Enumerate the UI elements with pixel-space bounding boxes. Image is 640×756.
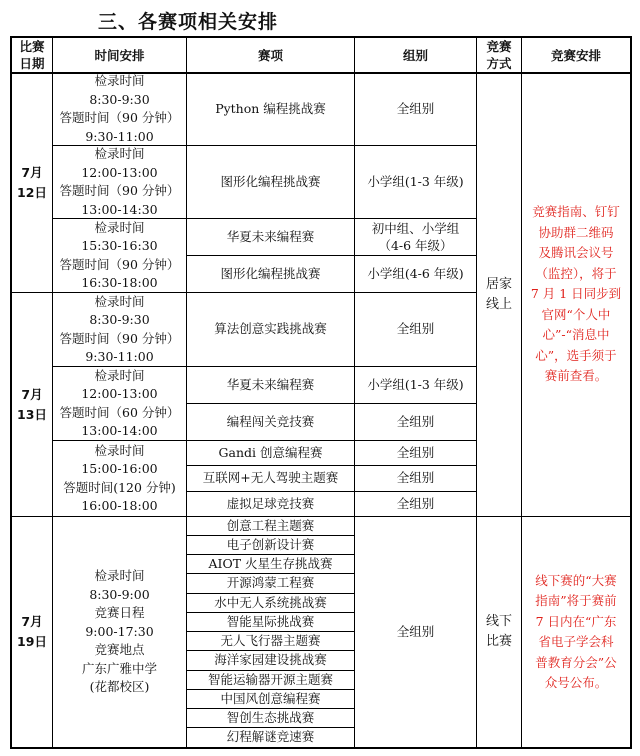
event-name: 电子创新设计赛 (226, 536, 315, 552)
time-slot (53, 146, 186, 218)
header-arrangement: 竞赛安排 (550, 47, 601, 63)
header-mode (477, 38, 521, 72)
time-line: 9:30-11:00 (85, 128, 154, 144)
time-line: 答题时间(120 分钟) (63, 479, 176, 495)
event-name: 开源鸿蒙工程赛 (226, 575, 315, 591)
time-slot (53, 73, 186, 145)
time-line: 8:30-9:30 (89, 312, 150, 327)
time-line: 检录时间 (94, 367, 145, 383)
day-date-line: 19日 (17, 634, 47, 649)
note-line: 省电子学会科 (538, 634, 614, 649)
event-group: 全组别 (396, 495, 435, 511)
header-date-line: 日期 (19, 56, 45, 71)
event-group (355, 219, 476, 255)
mode-line: 居家 (485, 276, 512, 292)
day-date-line: 7月 (21, 386, 43, 402)
time-line: 答题时间（90 分钟） (59, 330, 180, 346)
event-group: 全组别 (396, 100, 435, 116)
time-line: 13:00-14:00 (81, 423, 158, 438)
header-mode-line: 竞赛 (486, 39, 512, 54)
time-slot (53, 219, 186, 292)
event-name: 水中无人系统挑战赛 (214, 594, 327, 610)
event-group: 全组别 (396, 470, 435, 486)
time-line: 检录时间 (94, 146, 145, 161)
event-name: 幻程解谜竞速赛 (226, 729, 315, 745)
note-line: 及腾讯会议号 (538, 245, 614, 261)
time-line: 12:00-13:00 (81, 386, 158, 401)
note-line: 众号公布。 (544, 675, 608, 690)
time-line: 广东广雅中学 (81, 660, 157, 676)
time-line: 答题时间（90 分钟） (59, 256, 180, 272)
day-date-line: 7月 (21, 614, 43, 629)
note-line: 线下赛的“大赛 (535, 572, 617, 588)
mode-line: 线下 (485, 614, 512, 629)
header-group: 组别 (402, 47, 428, 63)
time-line: 16:30-18:00 (81, 275, 158, 290)
time-line: 答题时间（60 分钟） (59, 404, 180, 420)
time-line: 答题时间（90 分钟） (59, 110, 180, 125)
note-line: 竞赛指南、钉钉 (532, 204, 620, 220)
table-border-right (630, 36, 632, 749)
time-slot (53, 293, 186, 366)
mode-line: 比赛 (485, 634, 512, 649)
mode-line: 线上 (485, 296, 512, 312)
header-event: 赛项 (257, 47, 283, 63)
note-line: 赛前查看。 (544, 368, 608, 384)
event-name: 智能星际挑战赛 (226, 613, 315, 629)
event-group: 全组别 (396, 321, 435, 337)
event-name: Python 编程挑战赛 (215, 100, 326, 116)
event-group: 小学组(1-3 年级) (367, 173, 464, 189)
time-line: 13:00-14:30 (81, 201, 158, 217)
event-name: 编程闯关竞技赛 (226, 413, 315, 429)
time-line: 检录时间 (94, 293, 145, 309)
note-line: 心”-“消息中 (542, 327, 610, 343)
event-name: 算法创意实践挑战赛 (214, 321, 327, 337)
time-slot (53, 367, 186, 440)
arrangement-offline-note (522, 517, 630, 747)
note-line: 指南”将于赛前 (535, 593, 617, 608)
time-line: 检录时间 (94, 73, 145, 88)
day-date (12, 517, 52, 747)
event-group: 小学组(1-3 年级) (367, 376, 464, 392)
table-border-bottom (10, 747, 632, 749)
event-group: 小学组(4-6 年级) (367, 265, 464, 281)
event-name: 虚拟足球竞技赛 (226, 495, 315, 511)
day-date-line: 12日 (17, 185, 47, 200)
time-line: 15:30-16:30 (81, 238, 158, 253)
header-date (12, 38, 52, 72)
event-name: 互联网+无人驾驶主题赛 (202, 470, 339, 486)
time-line: 15:00-16:00 (81, 461, 158, 476)
time-line: 竞赛地点 (94, 642, 145, 658)
event-name: 智创生态挑战赛 (226, 709, 315, 725)
mode-online (477, 73, 521, 516)
header-time: 时间安排 (94, 47, 145, 63)
note-line: 心”，选手须于 (535, 347, 617, 363)
group-line: （4-6 年级） (378, 238, 453, 253)
note-line: 7 月 1 日同步到 (530, 286, 622, 302)
time-line: 检录时间 (94, 568, 145, 584)
event-name: 海洋家园建设挑战赛 (214, 652, 327, 668)
event-group: 全组别 (396, 413, 435, 429)
note-line: （监控），将于 (535, 265, 617, 281)
note-line: 官网“个人中 (541, 306, 611, 322)
time-line: 12:00-13:00 (81, 164, 158, 180)
day-date (12, 74, 52, 292)
time-line: 竞赛日程 (94, 605, 145, 621)
day-date-line: 13日 (17, 406, 47, 422)
time-line: 检录时间 (94, 442, 145, 458)
event-name: 中国风创意编程赛 (220, 690, 321, 706)
arrangement-online-note (522, 73, 630, 516)
day-date-line: 7月 (21, 165, 43, 180)
time-line: 9:30-11:00 (85, 349, 154, 364)
note-line: 协助群二维码 (538, 224, 614, 240)
section-title: 三、各赛项相关安排 (98, 11, 279, 33)
time-slot (53, 441, 186, 516)
event-name: 华夏未来编程赛 (226, 376, 315, 392)
event-name: 无人飞行器主题赛 (220, 632, 321, 648)
event-name: AIOT 火星生存挑战赛 (208, 555, 333, 571)
time-line: (花都校区) (89, 679, 150, 695)
time-line: 检录时间 (94, 219, 145, 235)
group-line: 初中组、小学组 (371, 221, 460, 236)
header-date-line: 比赛 (19, 39, 45, 54)
header-mode-line: 方式 (486, 56, 512, 71)
event-name: Gandi 创意编程赛 (218, 444, 323, 460)
day-date (12, 293, 52, 516)
note-line: 7 日内在“广东 (535, 613, 617, 629)
event-name: 华夏未来编程赛 (226, 228, 315, 244)
event-group: 全组别 (396, 444, 435, 460)
event-name: 智能运输器开源主题赛 (207, 671, 333, 687)
event-name: 图形化编程挑战赛 (220, 265, 321, 281)
mode-offline (477, 517, 521, 747)
event-name: 图形化编程挑战赛 (220, 173, 321, 189)
time-slot (53, 517, 186, 747)
time-line: 答题时间（90 分钟） (59, 183, 180, 198)
event-name: 创意工程主题赛 (226, 517, 315, 533)
time-line: 8:30-9:00 (89, 586, 150, 602)
event-group: 全组别 (396, 623, 435, 639)
note-line: 普教育分会”公 (535, 654, 617, 670)
time-line: 9:00-17:30 (85, 623, 154, 639)
time-line: 8:30-9:30 (89, 91, 150, 107)
time-line: 16:00-18:00 (81, 498, 158, 513)
